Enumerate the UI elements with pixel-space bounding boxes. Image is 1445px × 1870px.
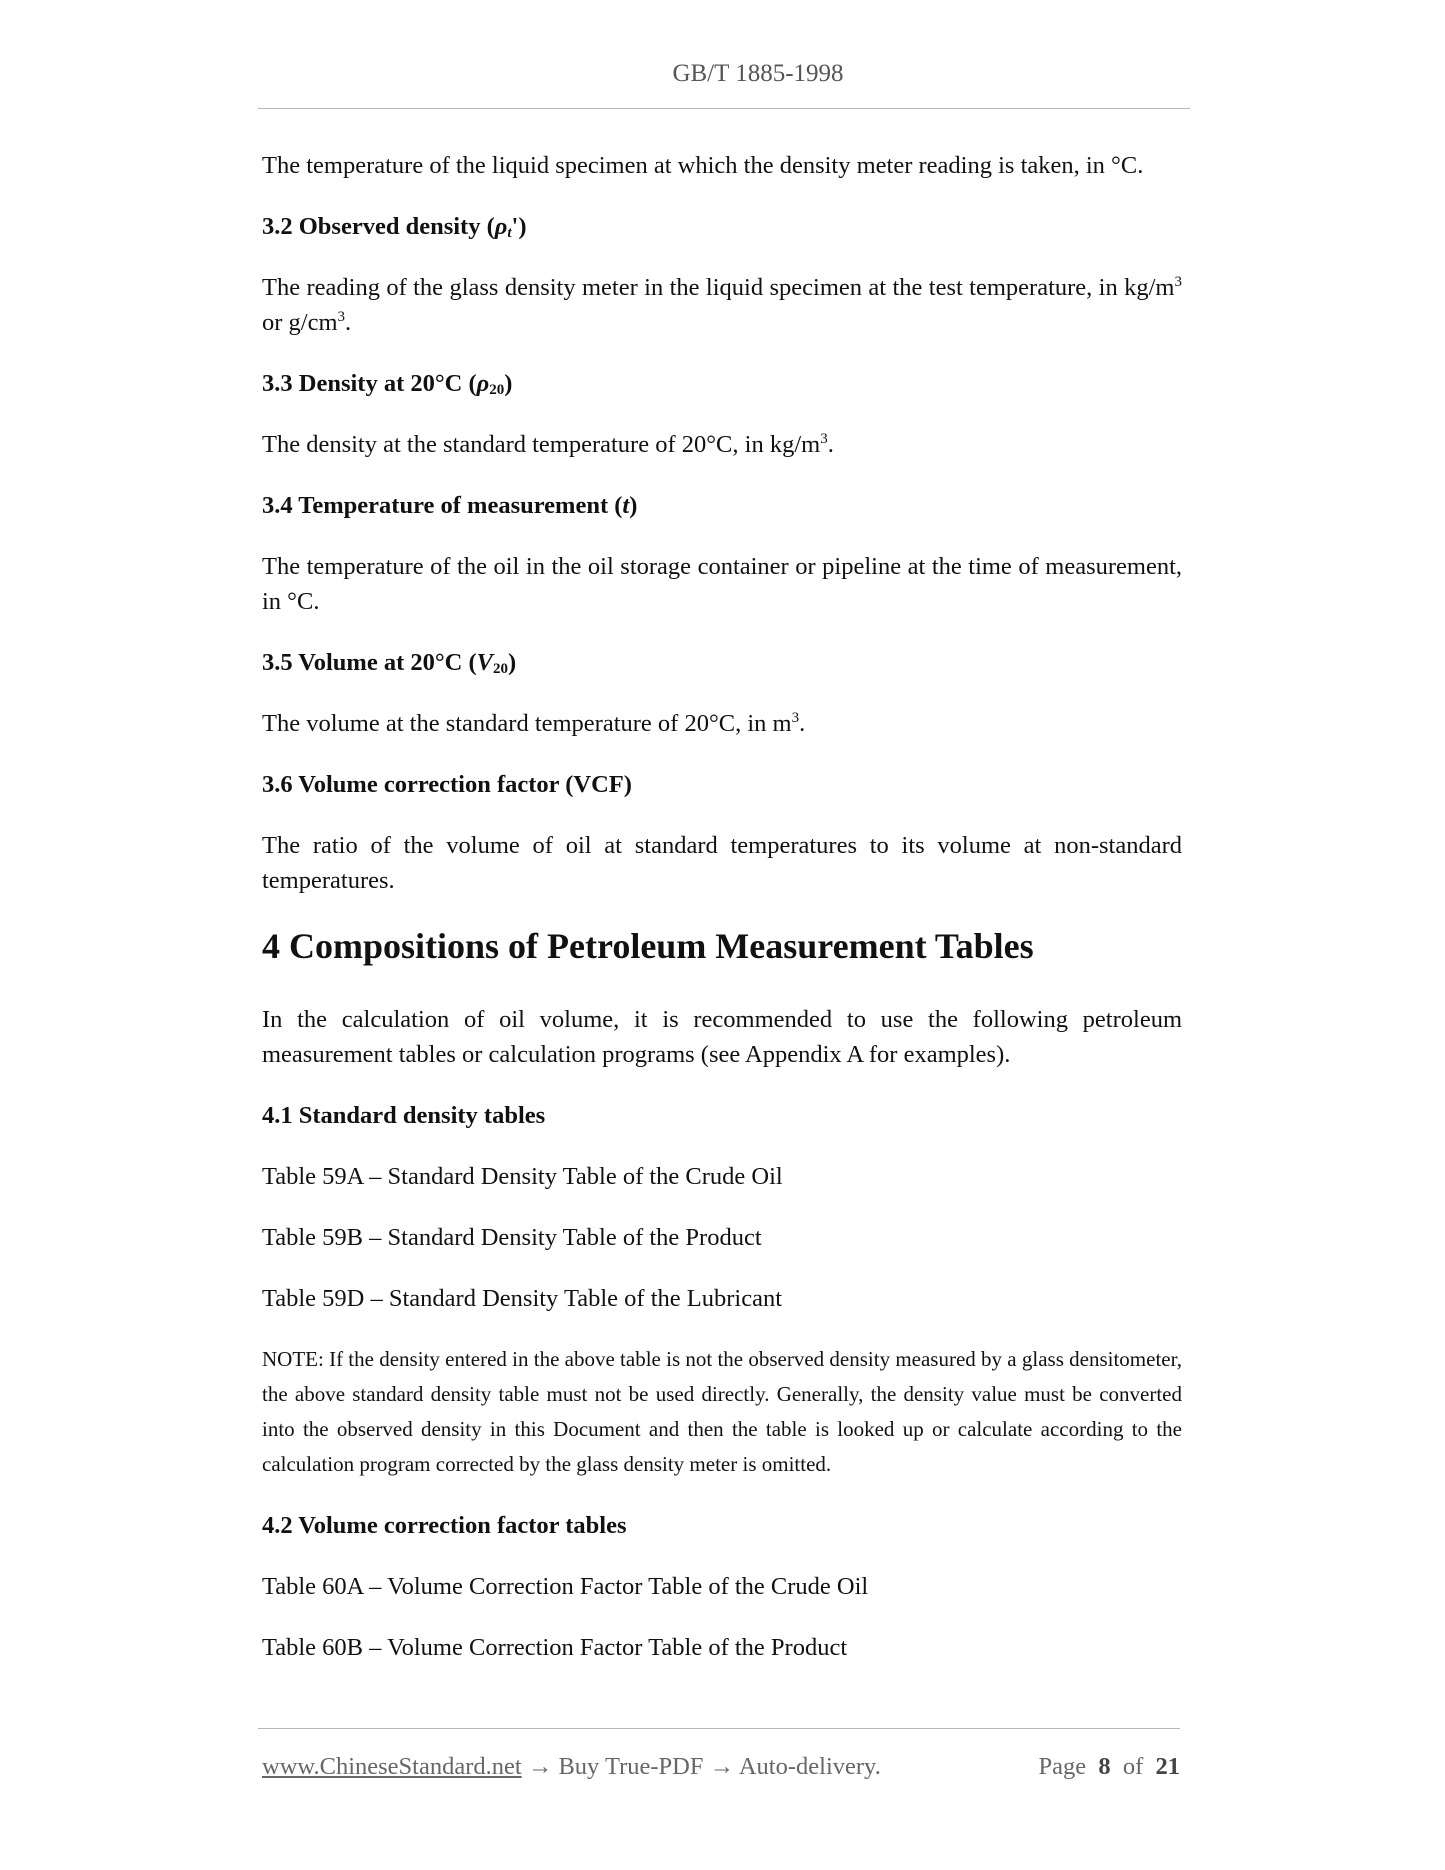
- section-3-2-heading: 3.2 Observed density $(\rho_t')$: [262, 213, 527, 241]
- paragraph-3-6: The ratio of the volume of oil at standard temperatures to its volume at non-standard temperatures.: [262, 832, 1182, 894]
- section-3-3-heading: 3.3 Density at 20°C $(\rho_{20})$: [262, 370, 513, 398]
- note-paragraph: NOTE: If the density entered in the above table is not the observed density measured by a glass densitometer, the above standard density table must not be used directly. Generally, the density value must be converted into the observed density in this Document and then the table is looked up or calculate according to the calculation program corrected by the glass density meter is omitted.: [262, 1347, 1182, 1476]
- page-total: 21: [1155, 1753, 1180, 1780]
- table-59d-item: Table 59D – Standard Density Table of the Lubricant: [262, 1285, 783, 1312]
- paragraph-3-3: The density at the standard temperature of 20°C, in $kg/m^3$.: [262, 431, 834, 458]
- table-60a-item: Table 60A – Volume Correction Factor Table of the Crude Oil: [262, 1573, 869, 1600]
- section-3-5-heading: 3.5 Volume at 20°C $(V_{20})$: [262, 649, 517, 677]
- section-4-heading: 4 Compositions of Petroleum Measurement Tables: [262, 926, 1034, 966]
- page-body: [262, 148, 1182, 1691]
- promo-text: → Buy True-PDF → Auto-delivery.: [521, 1753, 881, 1780]
- page-header: GB/T 1885-1998: [672, 60, 844, 87]
- paragraph-3-5: The volume at the standard temperature of 20°C, in $m^3$.: [262, 710, 806, 737]
- paragraph-test-temperature: The temperature of the liquid specimen at which the density meter reading is taken, in °C.: [262, 152, 1144, 179]
- table-59b-item: Table 59B – Standard Density Table of the Product: [262, 1224, 762, 1251]
- footer-promo: [262, 1752, 881, 1782]
- table-59a-item: Table 59A – Standard Density Table of the Crude Oil: [262, 1163, 783, 1190]
- site-link[interactable]: www.ChineseStandard.net: [262, 1753, 522, 1780]
- table-60b-item: Table 60B – Volume Correction Factor Table of the Product: [262, 1634, 848, 1661]
- header-rule: [258, 108, 1190, 109]
- paragraph-4: In the calculation of oil volume, it is recommended to use the following petroleum measurement tables or calculation programs (see Appendix A for examples).: [262, 1006, 1182, 1068]
- page-indicator: Page 8 of 21: [1038, 1753, 1180, 1780]
- paragraph-3-2: The reading of the glass density meter in the liquid specimen at the test temperature, in $kg/m^3$ or $g/cm^3$.: [262, 274, 1182, 336]
- paragraph-3-4: The temperature of the oil in the oil storage container or pipeline at the time of measurement, in °C.: [262, 553, 1182, 615]
- section-3-6-heading: 3.6 Volume correction factor (VCF): [262, 771, 632, 798]
- section-4-1-heading: 4.1 Standard density tables: [262, 1102, 546, 1129]
- section-3-4-heading: 3.4 Temperature of measurement (t): [262, 492, 638, 519]
- footer-rule: [258, 1728, 1180, 1729]
- page-number: 8: [1098, 1753, 1111, 1780]
- section-4-2-heading: 4.2 Volume correction factor tables: [262, 1512, 627, 1539]
